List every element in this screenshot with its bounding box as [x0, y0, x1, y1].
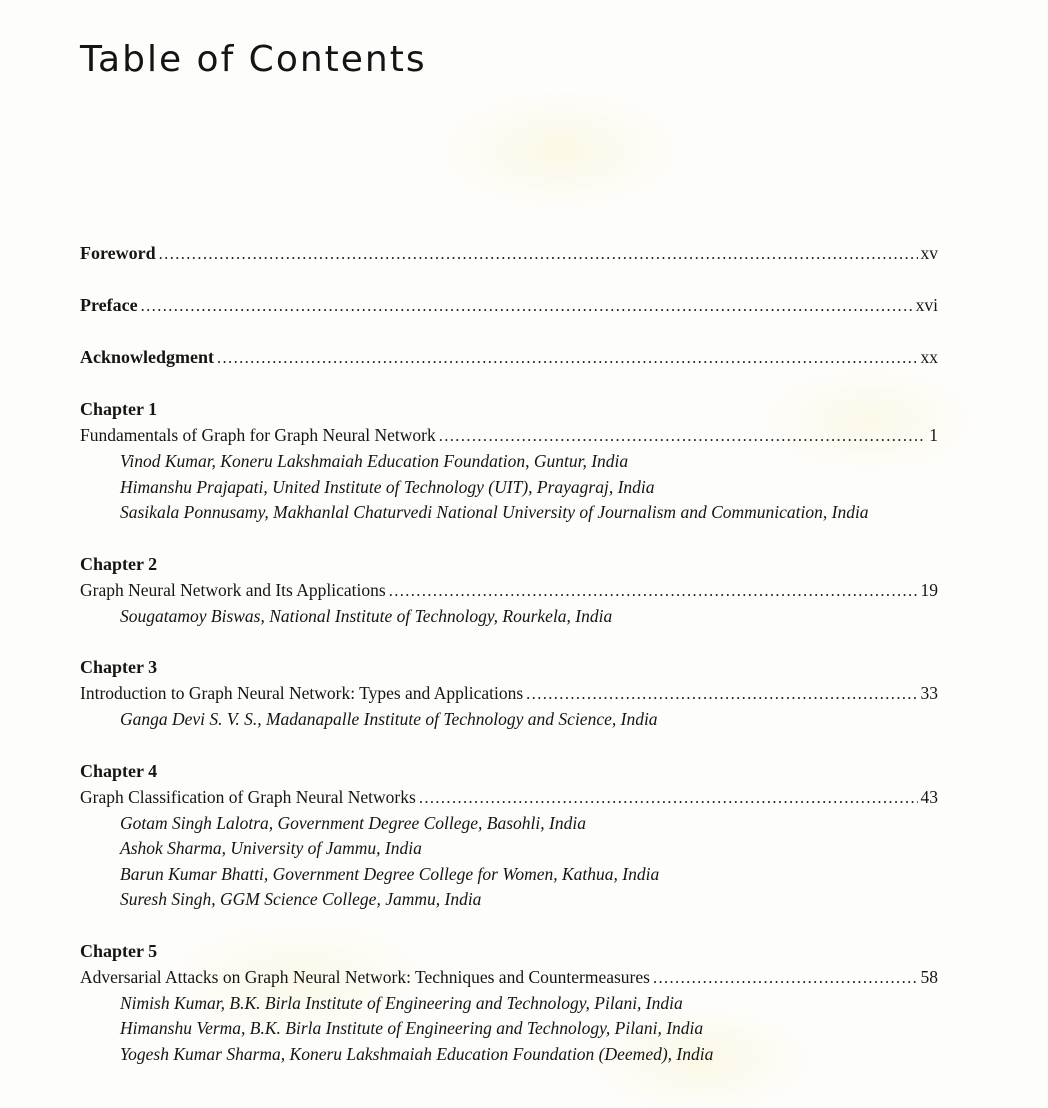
chapter-title-line	[80, 964, 938, 991]
chapter-title: Fundamentals of Graph for Graph Neural Network	[80, 425, 436, 445]
chapter-heading: Chapter 2	[80, 553, 158, 574]
toc-entry-acknowledgment	[80, 344, 938, 371]
chapter-title: Graph Classification of Graph Neural Networks	[80, 786, 416, 807]
page-number: 19	[920, 579, 938, 600]
dot-leader	[389, 577, 918, 604]
dot-leader	[526, 680, 917, 707]
author-line: Nimish Kumar, B.K. Birla Institute of Engineering and Technology, Pilani, India	[120, 992, 683, 1013]
chapter-title-line	[80, 680, 938, 707]
author-list	[80, 449, 938, 526]
author-list	[80, 604, 938, 630]
entry-label: Foreword	[80, 243, 156, 263]
dot-leader	[419, 784, 918, 811]
chapter-entry-3	[80, 654, 938, 733]
author-line: Suresh Singh, GGM Science College, Jammu, India	[120, 889, 482, 909]
author-line: Sougatamoy Biswas, National Institute of Technology, Rourkela, India	[120, 605, 613, 626]
entry-label: Acknowledgment	[80, 347, 214, 367]
author-line: Gotam Singh Lalotra, Government Degree College, Basohli, India	[120, 812, 586, 833]
chapter-title-line	[80, 784, 938, 811]
chapter-title-line	[80, 577, 938, 604]
author-line: Ashok Sharma, University of Jammu, India	[120, 838, 422, 858]
page-number: 43	[920, 786, 938, 807]
author-line: Himanshu Prajapati, United Institute of Technology (UIT), Prayagraj, India	[120, 476, 655, 497]
author-line: Himanshu Verma, B.K. Birla Institute of Engineering and Technology, Pilani, India	[120, 1018, 704, 1038]
author-line: Sasikala Ponnusamy, Makhanlal Chaturvedi National University of Journalism and Communication, India	[120, 502, 869, 522]
page-number: 1	[929, 425, 938, 445]
page-number: 58	[920, 966, 938, 987]
front-matter-section	[80, 240, 938, 371]
chapter-heading: Chapter 3	[80, 657, 158, 677]
chapter-title-line	[80, 422, 938, 449]
chapter-heading: Chapter 1	[80, 399, 158, 419]
author-line: Vinod Kumar, Koneru Lakshmaiah Education Foundation, Guntur, India	[120, 451, 629, 471]
chapter-heading: Chapter 4	[80, 760, 158, 781]
author-line: Barun Kumar Bhatti, Government Degree College for Women, Kathua, India	[120, 863, 660, 884]
page-number: 33	[920, 683, 938, 703]
author-line: Ganga Devi S. V. S., Madanapalle Institute of Technology and Science, India	[120, 709, 658, 729]
author-list	[80, 707, 938, 733]
toc-entry-foreword	[80, 240, 938, 267]
dot-leader	[217, 344, 918, 371]
chapter-title: Adversarial Attacks on Graph Neural Network: Techniques and Countermeasures	[80, 966, 650, 987]
page-number: xv	[920, 243, 938, 263]
chapter-entry-1	[80, 396, 938, 526]
chapter-heading: Chapter 5	[80, 940, 158, 961]
chapter-entry-2	[80, 551, 938, 630]
dot-leader	[439, 422, 927, 449]
author-list	[80, 811, 938, 913]
page-number: xx	[920, 347, 938, 367]
chapter-entry-4	[80, 758, 938, 913]
chapter-entry-5	[80, 938, 938, 1068]
chapter-title: Graph Neural Network and Its Applications	[80, 579, 386, 600]
page-number: xvi	[915, 295, 938, 315]
author-list	[80, 991, 938, 1068]
chapter-title: Introduction to Graph Neural Network: Types and Applications	[80, 683, 524, 703]
toc-entry-preface	[80, 292, 938, 319]
dot-leader	[159, 240, 918, 267]
author-line: Yogesh Kumar Sharma, Koneru Lakshmaiah Education Foundation (Deemed), India	[120, 1043, 714, 1064]
dot-leader	[653, 964, 918, 991]
entry-label: Preface	[80, 295, 138, 315]
dot-leader	[141, 292, 913, 319]
page-title: Table of Contents	[80, 39, 427, 80]
